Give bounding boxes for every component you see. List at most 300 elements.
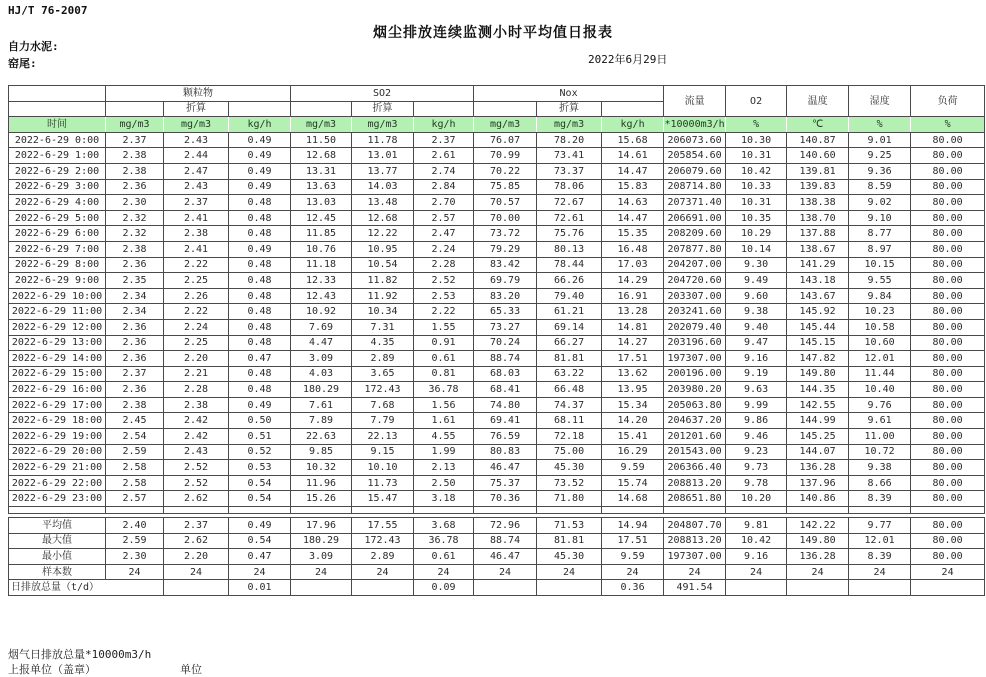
value-cell: 205854.60 bbox=[664, 148, 726, 164]
value-cell: 206366.40 bbox=[664, 460, 726, 476]
value-cell: 10.72 bbox=[849, 444, 911, 460]
value-cell: 73.52 bbox=[537, 475, 602, 491]
value-cell: 2.57 bbox=[414, 210, 474, 226]
value-cell: 202079.40 bbox=[664, 319, 726, 335]
value-cell: 149.80 bbox=[787, 366, 849, 382]
value-cell: 8.59 bbox=[849, 179, 911, 195]
time-cell: 2022-6-29 21:00 bbox=[9, 460, 106, 476]
summary-value-cell: 2.20 bbox=[164, 549, 229, 565]
value-cell: 2.22 bbox=[164, 304, 229, 320]
value-cell: 2.84 bbox=[414, 179, 474, 195]
summary-value-cell: 72.96 bbox=[474, 518, 537, 534]
unit-row bbox=[9, 117, 985, 133]
summary-value-cell: 24 bbox=[602, 564, 664, 580]
value-cell: 79.40 bbox=[537, 288, 602, 304]
value-cell: 2.34 bbox=[106, 288, 164, 304]
value-cell: 83.42 bbox=[474, 257, 537, 273]
summary-value-cell: 80.00 bbox=[911, 518, 985, 534]
value-cell: 203196.60 bbox=[664, 335, 726, 351]
value-cell: 207877.80 bbox=[664, 241, 726, 257]
value-cell: 7.68 bbox=[352, 397, 414, 413]
value-cell: 2.28 bbox=[164, 382, 229, 398]
value-cell: 139.81 bbox=[787, 163, 849, 179]
value-cell: 13.03 bbox=[291, 195, 352, 211]
value-cell: 12.68 bbox=[352, 210, 414, 226]
summary-value-cell: 142.22 bbox=[787, 518, 849, 534]
value-cell: 76.07 bbox=[474, 132, 537, 148]
table-row bbox=[9, 304, 985, 320]
value-cell: 0.49 bbox=[229, 132, 291, 148]
value-cell: 22.13 bbox=[352, 429, 414, 445]
value-cell: 2.38 bbox=[164, 397, 229, 413]
value-cell: 78.44 bbox=[537, 257, 602, 273]
value-cell: 2.43 bbox=[164, 132, 229, 148]
value-cell: 203241.60 bbox=[664, 304, 726, 320]
summary-value-cell: 45.30 bbox=[537, 549, 602, 565]
empty-cell bbox=[291, 507, 352, 514]
value-cell: 70.24 bbox=[474, 335, 537, 351]
summary-value-cell: 0.47 bbox=[229, 549, 291, 565]
unit-label: 单位 bbox=[180, 663, 202, 676]
value-cell: 10.20 bbox=[726, 491, 787, 507]
value-cell: 80.00 bbox=[911, 226, 985, 242]
value-cell: 13.31 bbox=[291, 163, 352, 179]
value-cell: 137.88 bbox=[787, 226, 849, 242]
value-cell: 201543.00 bbox=[664, 444, 726, 460]
report-date: 2022年6月29日 bbox=[588, 53, 668, 66]
value-cell: 10.35 bbox=[726, 210, 787, 226]
value-cell: 80.00 bbox=[911, 335, 985, 351]
unit-cell: mg/m3 bbox=[352, 117, 414, 133]
value-cell: 206079.60 bbox=[664, 163, 726, 179]
empty-cell bbox=[537, 507, 602, 514]
value-cell: 2.38 bbox=[164, 226, 229, 242]
summary-value-cell: 136.28 bbox=[787, 549, 849, 565]
summary-value-cell: 71.53 bbox=[537, 518, 602, 534]
value-cell: 12.33 bbox=[291, 273, 352, 289]
value-cell: 9.49 bbox=[726, 273, 787, 289]
value-cell: 2.38 bbox=[106, 163, 164, 179]
summary-value-cell: 197307.00 bbox=[664, 549, 726, 565]
value-cell: 0.48 bbox=[229, 304, 291, 320]
summary-value-cell: 80.00 bbox=[911, 549, 985, 565]
value-cell: 11.50 bbox=[291, 132, 352, 148]
value-cell: 2.61 bbox=[414, 148, 474, 164]
value-cell: 14.81 bbox=[602, 319, 664, 335]
value-cell: 9.23 bbox=[726, 444, 787, 460]
value-cell: 2.47 bbox=[414, 226, 474, 242]
value-cell: 1.61 bbox=[414, 413, 474, 429]
value-cell: 2.58 bbox=[106, 460, 164, 476]
empty-row bbox=[9, 507, 985, 514]
value-cell: 9.19 bbox=[726, 366, 787, 382]
value-cell: 10.30 bbox=[726, 132, 787, 148]
value-cell: 75.37 bbox=[474, 475, 537, 491]
value-cell: 0.48 bbox=[229, 382, 291, 398]
value-cell: 80.00 bbox=[911, 382, 985, 398]
value-cell: 14.63 bbox=[602, 195, 664, 211]
summary-value-cell: 17.55 bbox=[352, 518, 414, 534]
unit-cell: mg/m3 bbox=[164, 117, 229, 133]
value-cell: 14.47 bbox=[602, 210, 664, 226]
daily-total-value-cell bbox=[726, 580, 787, 596]
summary-value-cell: 9.81 bbox=[726, 518, 787, 534]
value-cell: 0.48 bbox=[229, 319, 291, 335]
value-cell: 2.50 bbox=[414, 475, 474, 491]
time-cell: 2022-6-29 20:00 bbox=[9, 444, 106, 460]
value-cell: 9.63 bbox=[726, 382, 787, 398]
report-table bbox=[8, 85, 985, 596]
table-row bbox=[9, 226, 985, 242]
time-cell: 2022-6-29 9:00 bbox=[9, 273, 106, 289]
empty-cell bbox=[164, 507, 229, 514]
value-cell: 9.16 bbox=[726, 351, 787, 367]
value-cell: 2.32 bbox=[106, 210, 164, 226]
value-cell: 80.00 bbox=[911, 210, 985, 226]
value-cell: 144.99 bbox=[787, 413, 849, 429]
summary-label: 最小值 bbox=[9, 549, 106, 565]
summary-row bbox=[9, 549, 985, 565]
value-cell: 1.56 bbox=[414, 397, 474, 413]
empty-cell bbox=[106, 507, 164, 514]
value-cell: 70.57 bbox=[474, 195, 537, 211]
value-cell: 2.25 bbox=[164, 273, 229, 289]
value-cell: 80.00 bbox=[911, 288, 985, 304]
unit-cell: kg/h bbox=[602, 117, 664, 133]
value-cell: 46.47 bbox=[474, 460, 537, 476]
summary-body bbox=[9, 507, 985, 596]
value-cell: 145.92 bbox=[787, 304, 849, 320]
summary-value-cell: 24 bbox=[164, 564, 229, 580]
summary-value-cell: 0.49 bbox=[229, 518, 291, 534]
value-cell: 15.47 bbox=[352, 491, 414, 507]
value-cell: 138.38 bbox=[787, 195, 849, 211]
company-label: 自力水泥: bbox=[8, 40, 59, 53]
value-cell: 9.02 bbox=[849, 195, 911, 211]
value-cell: 2.62 bbox=[164, 491, 229, 507]
value-cell: 80.00 bbox=[911, 319, 985, 335]
value-cell: 83.20 bbox=[474, 288, 537, 304]
value-cell: 66.26 bbox=[537, 273, 602, 289]
value-cell: 2.32 bbox=[106, 226, 164, 242]
value-cell: 13.63 bbox=[291, 179, 352, 195]
value-cell: 2.45 bbox=[106, 413, 164, 429]
value-cell: 2.36 bbox=[106, 319, 164, 335]
value-cell: 9.38 bbox=[726, 304, 787, 320]
value-cell: 16.29 bbox=[602, 444, 664, 460]
value-cell: 81.81 bbox=[537, 351, 602, 367]
daily-total-row bbox=[9, 580, 985, 596]
value-cell: 0.54 bbox=[229, 475, 291, 491]
value-cell: 15.68 bbox=[602, 132, 664, 148]
value-cell: 0.49 bbox=[229, 397, 291, 413]
value-cell: 17.03 bbox=[602, 257, 664, 273]
time-cell: 2022-6-29 7:00 bbox=[9, 241, 106, 257]
value-cell: 80.13 bbox=[537, 241, 602, 257]
value-cell: 70.00 bbox=[474, 210, 537, 226]
empty-cell bbox=[726, 507, 787, 514]
unit-cell: ℃ bbox=[787, 117, 849, 133]
value-cell: 80.00 bbox=[911, 429, 985, 445]
value-cell: 197307.00 bbox=[664, 351, 726, 367]
value-cell: 70.99 bbox=[474, 148, 537, 164]
value-cell: 2.53 bbox=[414, 288, 474, 304]
value-cell: 0.48 bbox=[229, 335, 291, 351]
value-cell: 2.36 bbox=[106, 382, 164, 398]
value-cell: 72.61 bbox=[537, 210, 602, 226]
value-cell: 0.51 bbox=[229, 429, 291, 445]
value-cell: 80.00 bbox=[911, 397, 985, 413]
value-cell: 11.18 bbox=[291, 257, 352, 273]
value-cell: 15.83 bbox=[602, 179, 664, 195]
value-cell: 11.44 bbox=[849, 366, 911, 382]
value-cell: 11.85 bbox=[291, 226, 352, 242]
value-cell: 140.86 bbox=[787, 491, 849, 507]
value-cell: 12.43 bbox=[291, 288, 352, 304]
value-cell: 45.30 bbox=[537, 460, 602, 476]
summary-value-cell: 2.30 bbox=[106, 549, 164, 565]
value-cell: 12.22 bbox=[352, 226, 414, 242]
value-cell: 15.74 bbox=[602, 475, 664, 491]
table-row bbox=[9, 273, 985, 289]
value-cell: 0.48 bbox=[229, 273, 291, 289]
value-cell: 73.27 bbox=[474, 319, 537, 335]
summary-value-cell: 24 bbox=[849, 564, 911, 580]
value-cell: 65.33 bbox=[474, 304, 537, 320]
value-cell: 10.42 bbox=[726, 163, 787, 179]
value-cell: 2.36 bbox=[106, 257, 164, 273]
value-cell: 144.07 bbox=[787, 444, 849, 460]
value-cell: 7.61 bbox=[291, 397, 352, 413]
empty-cell bbox=[414, 507, 474, 514]
value-cell: 80.00 bbox=[911, 351, 985, 367]
value-cell: 9.47 bbox=[726, 335, 787, 351]
table-row bbox=[9, 444, 985, 460]
value-cell: 180.29 bbox=[291, 382, 352, 398]
value-cell: 14.61 bbox=[602, 148, 664, 164]
summary-label: 平均值 bbox=[9, 518, 106, 534]
value-cell: 9.60 bbox=[726, 288, 787, 304]
header-group-row bbox=[9, 86, 985, 102]
daily-total-value-cell bbox=[911, 580, 985, 596]
value-cell: 10.15 bbox=[849, 257, 911, 273]
value-cell: 15.26 bbox=[291, 491, 352, 507]
daily-total-label: 日排放总量（t/d） bbox=[9, 580, 164, 596]
value-cell: 75.85 bbox=[474, 179, 537, 195]
value-cell: 79.29 bbox=[474, 241, 537, 257]
time-cell: 2022-6-29 17:00 bbox=[9, 397, 106, 413]
value-cell: 7.31 bbox=[352, 319, 414, 335]
daily-total-value-cell: 0.36 bbox=[602, 580, 664, 596]
summary-value-cell: 24 bbox=[787, 564, 849, 580]
value-cell: 80.00 bbox=[911, 491, 985, 507]
summary-value-cell: 9.16 bbox=[726, 549, 787, 565]
daily-total-value-cell: 0.09 bbox=[414, 580, 474, 596]
value-cell: 4.55 bbox=[414, 429, 474, 445]
table-row bbox=[9, 460, 985, 476]
value-cell: 80.00 bbox=[911, 304, 985, 320]
summary-label: 样本数 bbox=[9, 564, 106, 580]
value-cell: 2.37 bbox=[106, 366, 164, 382]
value-cell: 8.97 bbox=[849, 241, 911, 257]
col-humidity: 湿度 bbox=[849, 86, 911, 117]
value-cell: 0.49 bbox=[229, 163, 291, 179]
value-cell: 141.29 bbox=[787, 257, 849, 273]
value-cell: 0.48 bbox=[229, 257, 291, 273]
time-cell: 2022-6-29 22:00 bbox=[9, 475, 106, 491]
summary-value-cell: 8.39 bbox=[849, 549, 911, 565]
table-row bbox=[9, 148, 985, 164]
table-row bbox=[9, 319, 985, 335]
value-cell: 2.47 bbox=[164, 163, 229, 179]
table-row bbox=[9, 210, 985, 226]
empty-cell bbox=[602, 507, 664, 514]
value-cell: 1.99 bbox=[414, 444, 474, 460]
value-cell: 8.39 bbox=[849, 491, 911, 507]
value-cell: 72.18 bbox=[537, 429, 602, 445]
col-load: 负荷 bbox=[911, 86, 985, 117]
value-cell: 2.43 bbox=[164, 444, 229, 460]
value-cell: 139.83 bbox=[787, 179, 849, 195]
col-o2: O2 bbox=[726, 86, 787, 117]
summary-value-cell: 24 bbox=[229, 564, 291, 580]
empty-cell bbox=[664, 507, 726, 514]
value-cell: 0.49 bbox=[229, 241, 291, 257]
location-label: 窑尾: bbox=[8, 57, 37, 70]
summary-value-cell: 24 bbox=[474, 564, 537, 580]
value-cell: 10.29 bbox=[726, 226, 787, 242]
table-row bbox=[9, 397, 985, 413]
value-cell: 2.38 bbox=[106, 241, 164, 257]
value-cell: 2.89 bbox=[352, 351, 414, 367]
value-cell: 2.52 bbox=[164, 460, 229, 476]
value-cell: 2.35 bbox=[106, 273, 164, 289]
time-cell: 2022-6-29 12:00 bbox=[9, 319, 106, 335]
value-cell: 14.27 bbox=[602, 335, 664, 351]
value-cell: 11.92 bbox=[352, 288, 414, 304]
daily-total-value-cell: 491.54 bbox=[664, 580, 726, 596]
daily-total-value-cell: 0.01 bbox=[229, 580, 291, 596]
value-cell: 78.06 bbox=[537, 179, 602, 195]
value-cell: 68.41 bbox=[474, 382, 537, 398]
value-cell: 205063.80 bbox=[664, 397, 726, 413]
value-cell: 2.30 bbox=[106, 195, 164, 211]
table-row bbox=[9, 257, 985, 273]
value-cell: 11.00 bbox=[849, 429, 911, 445]
value-cell: 2.36 bbox=[106, 351, 164, 367]
value-cell: 0.53 bbox=[229, 460, 291, 476]
value-cell: 80.83 bbox=[474, 444, 537, 460]
table-row bbox=[9, 241, 985, 257]
value-cell: 80.00 bbox=[911, 241, 985, 257]
value-cell: 204207.00 bbox=[664, 257, 726, 273]
group-particulate: 颗粒物 bbox=[106, 86, 291, 102]
value-cell: 2.25 bbox=[164, 335, 229, 351]
value-cell: 80.00 bbox=[911, 195, 985, 211]
value-cell: 12.45 bbox=[291, 210, 352, 226]
value-cell: 9.30 bbox=[726, 257, 787, 273]
value-cell: 203980.20 bbox=[664, 382, 726, 398]
summary-value-cell: 17.96 bbox=[291, 518, 352, 534]
value-cell: 0.54 bbox=[229, 491, 291, 507]
value-cell: 10.58 bbox=[849, 319, 911, 335]
value-cell: 2.74 bbox=[414, 163, 474, 179]
value-cell: 200196.00 bbox=[664, 366, 726, 382]
value-cell: 17.51 bbox=[602, 351, 664, 367]
table-row bbox=[9, 491, 985, 507]
value-cell: 137.96 bbox=[787, 475, 849, 491]
value-cell: 0.91 bbox=[414, 335, 474, 351]
value-cell: 63.22 bbox=[537, 366, 602, 382]
value-cell: 0.48 bbox=[229, 195, 291, 211]
summary-value-cell: 24 bbox=[414, 564, 474, 580]
value-cell: 9.40 bbox=[726, 319, 787, 335]
value-cell: 172.43 bbox=[352, 382, 414, 398]
summary-value-cell: 149.80 bbox=[787, 533, 849, 549]
value-cell: 7.69 bbox=[291, 319, 352, 335]
daily-total-value-cell bbox=[849, 580, 911, 596]
group-so2: SO2 bbox=[291, 86, 474, 102]
value-cell: 2.22 bbox=[414, 304, 474, 320]
summary-value-cell: 2.59 bbox=[106, 533, 164, 549]
empty-cell bbox=[9, 507, 106, 514]
value-cell: 0.50 bbox=[229, 413, 291, 429]
value-cell: 11.78 bbox=[352, 132, 414, 148]
empty-cell bbox=[229, 507, 291, 514]
value-cell: 80.00 bbox=[911, 132, 985, 148]
summary-value-cell: 24 bbox=[664, 564, 726, 580]
value-cell: 80.00 bbox=[911, 475, 985, 491]
value-cell: 80.00 bbox=[911, 273, 985, 289]
value-cell: 2.38 bbox=[106, 148, 164, 164]
value-cell: 14.68 bbox=[602, 491, 664, 507]
value-cell: 9.76 bbox=[849, 397, 911, 413]
value-cell: 13.28 bbox=[602, 304, 664, 320]
value-cell: 10.60 bbox=[849, 335, 911, 351]
table-row bbox=[9, 382, 985, 398]
time-cell: 2022-6-29 4:00 bbox=[9, 195, 106, 211]
value-cell: 142.55 bbox=[787, 397, 849, 413]
value-cell: 145.44 bbox=[787, 319, 849, 335]
report-title: 烟尘排放连续监测小时平均值日报表 bbox=[373, 25, 613, 41]
summary-value-cell: 3.68 bbox=[414, 518, 474, 534]
value-cell: 2.20 bbox=[164, 351, 229, 367]
summary-value-cell: 24 bbox=[352, 564, 414, 580]
value-cell: 0.61 bbox=[414, 351, 474, 367]
value-cell: 10.34 bbox=[352, 304, 414, 320]
value-cell: 9.55 bbox=[849, 273, 911, 289]
value-cell: 10.32 bbox=[291, 460, 352, 476]
unit-cell: mg/m3 bbox=[537, 117, 602, 133]
value-cell: 0.48 bbox=[229, 210, 291, 226]
time-cell: 2022-6-29 3:00 bbox=[9, 179, 106, 195]
value-cell: 12.68 bbox=[291, 148, 352, 164]
value-cell: 140.60 bbox=[787, 148, 849, 164]
time-column-header: 时间 bbox=[9, 117, 106, 133]
value-cell: 69.79 bbox=[474, 273, 537, 289]
time-cell: 2022-6-29 23:00 bbox=[9, 491, 106, 507]
value-cell: 208714.80 bbox=[664, 179, 726, 195]
value-cell: 76.59 bbox=[474, 429, 537, 445]
empty-cell bbox=[849, 507, 911, 514]
value-cell: 15.35 bbox=[602, 226, 664, 242]
summary-value-cell: 2.40 bbox=[106, 518, 164, 534]
value-cell: 80.00 bbox=[911, 148, 985, 164]
value-cell: 4.03 bbox=[291, 366, 352, 382]
summary-value-cell: 14.94 bbox=[602, 518, 664, 534]
reporting-unit-label: 上报单位（盖章） bbox=[8, 663, 96, 676]
value-cell: 138.67 bbox=[787, 241, 849, 257]
